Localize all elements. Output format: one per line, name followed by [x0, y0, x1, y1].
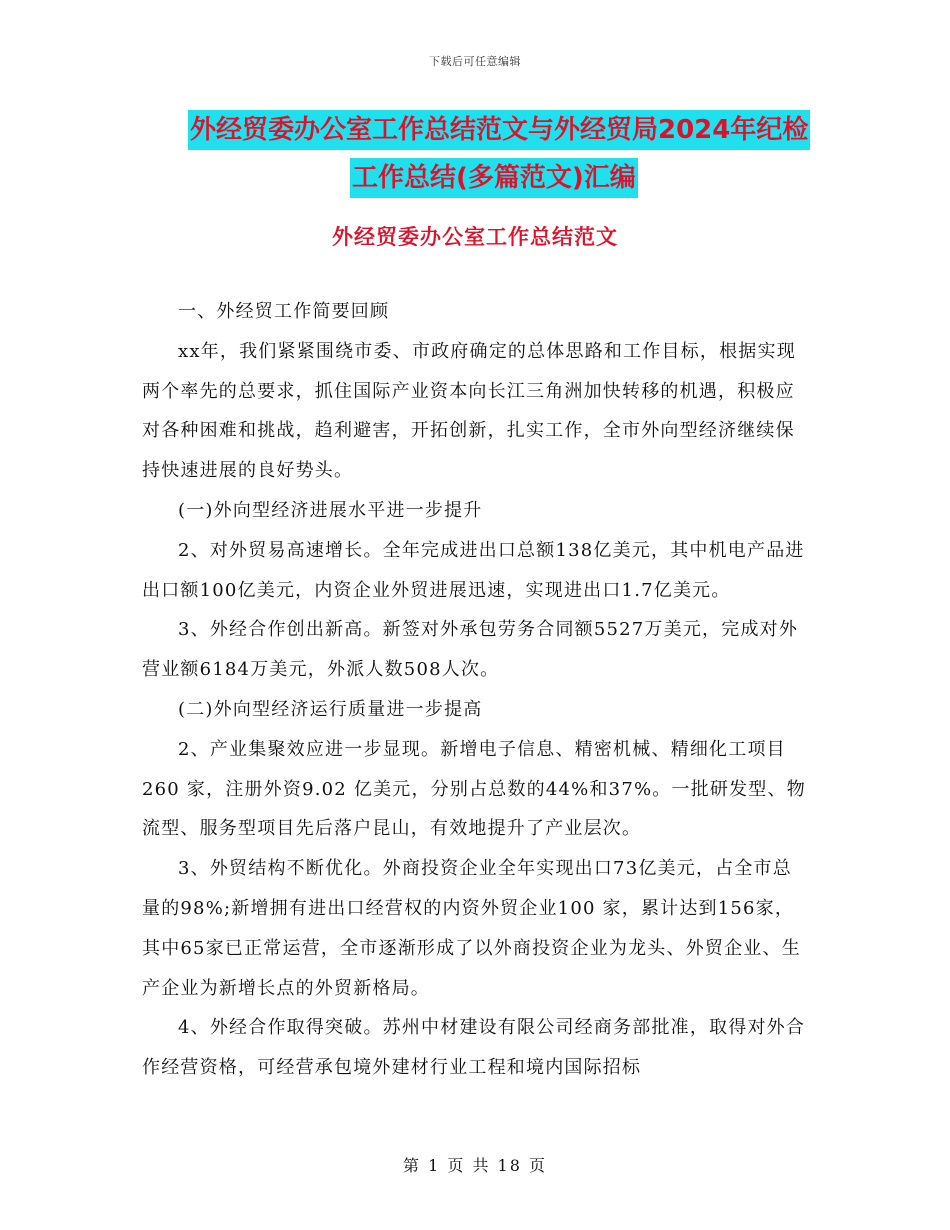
title-line-1: 外经贸委办公室工作总结范文与外经贸局2024年纪检 [188, 110, 810, 150]
document-body [142, 292, 810, 1088]
paragraph: (一)外向型经济进展水平进一步提升 [178, 499, 483, 521]
paragraph: 4、外经合作取得突破。苏州中材建设有限公司经商务部批准，取得对外合作经营资格，可经营承包境外建材行业工程和境内国际招标 [142, 1017, 806, 1079]
paragraph: (二)外向型经济运行质量进一步提高 [178, 698, 483, 720]
paragraph: 一、外经贸工作简要回顾 [178, 301, 390, 322]
paragraph: 3、外贸结构不断优化。外商投资企业全年实现出口73亿美元，占全市总量的98%;新增拥有进出口经营权的内资外贸企业100 家，累计达到156家，其中65家已正常运营，全市逐渐形成了以外商投资企业为龙头、外贸企业、生产企业为新增长点的外贸新格局。 [142, 858, 801, 999]
title-line-2: 工作总结(多篇范文)汇编 [350, 158, 638, 198]
header-note: 下载后可任意编辑 [429, 55, 521, 68]
paragraph: 3、外经合作创出新高。新签对外承包劳务合同额5527万美元，完成对外营业额6184万美元，外派人数508人次。 [142, 619, 799, 681]
paragraph: 2、对外贸易高速增长。全年完成进出口总额138亿美元，其中机电产品进出口额100亿美元，内资企业外贸进展迅速，实现进出口1.7亿美元。 [142, 539, 805, 601]
paragraph: 2、产业集聚效应进一步显现。新增电子信息、精密机械、精细化工项目 260 家，注册外资9.02 亿美元，分别占总数的44%和37%。一批研发型、物流型、服务型项目先后落户昆山，有效地提升了产业层次。 [142, 738, 806, 840]
page-footer: 第 1 页 共 18 页 [403, 1156, 547, 1175]
section-title: 外经贸委办公室工作总结范文 [332, 225, 618, 249]
paragraph: xx年，我们紧紧围绕市委、市政府确定的总体思路和工作目标，根据实现两个率先的总要求，抓住国际产业资本向长江三角洲加快转移的机遇，积极应对各种困难和挑战，趋利避害，开拓创新，扎实工作，全市外向型经济继续保持快速进展的良好势头。 [142, 340, 796, 482]
